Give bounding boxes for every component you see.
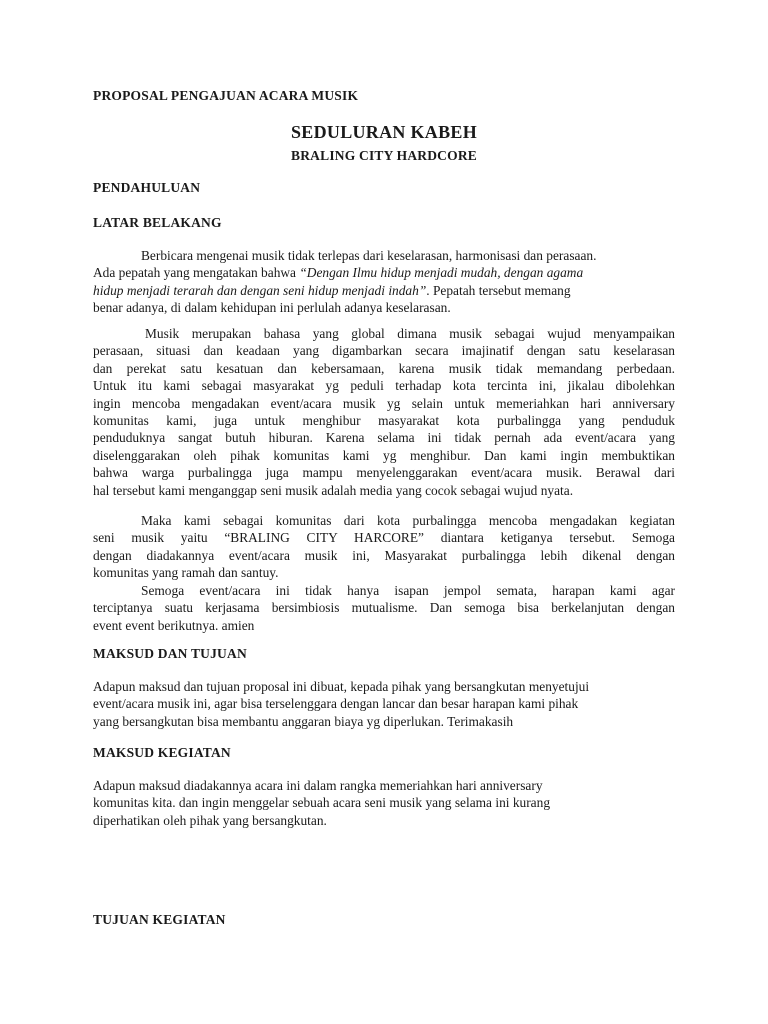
paragraph-maksud-tujuan — [93, 678, 675, 730]
text-line: Maka kami sebagai komunitas dari kota purbalingga mencoba mengadakan kegiatan — [141, 513, 675, 528]
text-line: dengan diadakannya event/acara musik ini, Masyarakat purbalingga lebih dikenal dengan — [93, 547, 675, 563]
section-heading-latar-belakang: LATAR BELAKANG — [93, 215, 222, 230]
text-line: bahwa warga purbalingga juga mampu menyelenggarakan event/acara musik. Berawal dari — [93, 465, 675, 481]
text-line — [93, 264, 675, 281]
text-line: benar adanya, di dalam kehidupan ini perlulah adanya keselarasan. — [93, 300, 451, 316]
text-line: ingin mencoba mengadakan event/acara musik yg selain untuk memeriahkan hari anniversary — [93, 395, 675, 411]
text-line — [93, 282, 675, 299]
text-line: hal tersebut kami menganggap seni musik adalah media yang cocok sebagai wujud nyata. — [93, 482, 574, 498]
text-line: Semoga event/acara ini tidak hanya isapan jempol semata, harapan kami agar — [141, 583, 675, 598]
quote-italic: “Dengan Ilmu hidup menjadi mudah, dengan agama — [299, 265, 584, 281]
paragraph-latar-1 — [93, 247, 675, 317]
text-line: seni musik yaitu “BRALING CITY HARCORE” diantara ketiganya tersebut. Semoga — [93, 530, 675, 546]
paragraph-latar-3 — [93, 512, 675, 582]
text-line: Adapun maksud dan tujuan proposal ini dibuat, kepada pihak yang bersangkutan menyetujui — [93, 679, 590, 694]
text-line: Untuk itu kami sebagai masyarakat yg peduli terhadap kota tercinta ini, jikalau dibolehkan — [93, 378, 675, 394]
text-line: Musik merupakan bahasa yang global dimana musik sebagai wujud menyampaikan — [145, 326, 675, 341]
text-line: komunitas kita. dan ingin menggelar sebuah acara seni musik yang selama ini kurang — [93, 795, 551, 811]
text-line: penduduknya sangat butuh hiburan. Karena selama ini tidak pernah ada event/acara yang — [93, 430, 675, 446]
section-heading-maksud-kegiatan: MAKSUD KEGIATAN — [93, 745, 231, 760]
text-line: Berbicara mengenai musik tidak terlepas dari keselarasan, harmonisasi dan perasaan. — [141, 248, 597, 263]
section-heading-pendahuluan: PENDAHULUAN — [93, 180, 201, 195]
proposal-label: PROPOSAL PENGAJUAN ACARA MUSIK — [93, 88, 359, 103]
document-subtitle: BRALING CITY HARDCORE — [291, 148, 477, 163]
text-span: Ada pepatah yang mengatakan bahwa — [93, 265, 300, 281]
quote-italic: hidup menjadi terarah dan dengan seni hidup menjadi indah” — [93, 282, 427, 298]
section-heading-tujuan-kegiatan: TUJUAN KEGIATAN — [93, 912, 226, 927]
text-line: diperhatikan oleh pihak yang bersangkutan. — [93, 812, 327, 828]
text-line: event/acara musik ini, agar bisa terselenggara dengan lancar dan besar harapan kami pihak — [93, 696, 579, 712]
text-line: komunitas kami, juga untuk menghibur masyarakat kota purbalingga yang penduduk — [93, 413, 675, 429]
paragraph-maksud-kegiatan — [93, 777, 675, 829]
document-title: SEDULURAN KABEH — [290, 122, 478, 142]
text-line: perasaan, situasi dan keadaan yang digambarkan secara imajinatif dengan satu keselarasan — [93, 343, 675, 359]
text-line: Adapun maksud diadakannya acara ini dalam rangka memeriahkan hari anniversary — [93, 778, 543, 793]
text-line: event event berikutnya. amien — [93, 617, 255, 633]
paragraph-latar-2 — [93, 325, 675, 499]
text-line: terciptanya suatu kerjasama bersimbiosis mutualisme. Dan semoga bisa berkelanjutan dengan — [93, 600, 675, 616]
text-span: . Pepatah tersebut memang — [426, 282, 571, 298]
text-line: yang bersangkutan bisa membantu anggaran biaya yg diperlukan. Terimakasih — [93, 713, 514, 729]
text-line: diselenggarakan oleh pihak komunitas kami yg menghibur. Dan kami ingin membuktikan — [93, 447, 675, 463]
text-line: komunitas yang ramah dan santuy. — [93, 565, 279, 581]
section-heading-maksud-tujuan: MAKSUD DAN TUJUAN — [93, 646, 247, 661]
text-line: dan perekat satu kesatuan dan kebersamaan, karena musik tidak memandang perbedaan. — [93, 360, 675, 376]
paragraph-latar-4 — [93, 582, 675, 634]
